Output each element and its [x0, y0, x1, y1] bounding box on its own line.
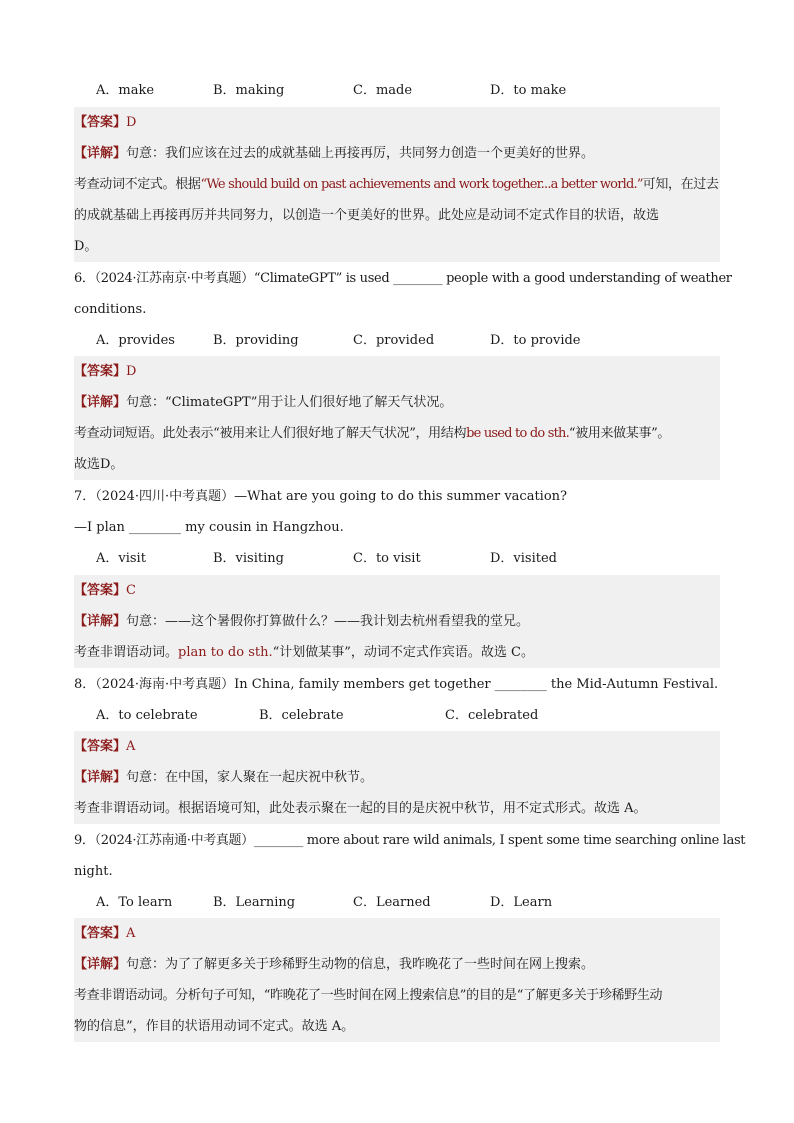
q6-answer — [74, 356, 720, 387]
explanation-text: 故选D。 — [74, 457, 124, 472]
q7-stem-1 — [74, 481, 720, 512]
q8-options-row — [74, 700, 720, 731]
q8-option-b: B．celebrate — [259, 708, 344, 723]
explanation-text: 考查动词不定式。根据 — [74, 177, 201, 192]
q5-option-d: D．to make — [490, 83, 567, 98]
q5-option-a: A．make — [96, 83, 155, 98]
q5-option-c: C．made — [353, 83, 413, 98]
question-stem: 8．（2024·海南·中考真题）In China, family members get together ________ the Mid-Autumn Festival. — [74, 677, 719, 692]
q9-answer — [74, 918, 720, 949]
q6-stem-1 — [74, 263, 732, 294]
q9-detail — [74, 949, 720, 980]
q9-option-d: D．Learn — [490, 895, 553, 910]
explanation-quote: be used to do sth. — [466, 426, 569, 441]
q5-option-b: B．making — [213, 83, 285, 98]
q9-explanation-1 — [74, 980, 720, 1011]
q7-option-c: C．to visit — [353, 551, 421, 566]
question-stem: —I plan ________ my cousin in Hangzhou. — [74, 520, 344, 535]
explanation-text: 考查非谓语动词。根据语境可知，此处表示聚在一起的目的是庆祝中秋节，用不定式形式。故选 A。 — [74, 801, 647, 816]
detail-meaning: 句意：——这个暑假你打算做什么？——我计划去杭州看望我的堂兄。 — [126, 614, 530, 629]
q7-answer — [74, 575, 720, 606]
q7-stem-2 — [74, 512, 720, 543]
detail-tag: 【详解】 — [74, 146, 127, 161]
q8-option-a: A．to celebrate — [96, 708, 198, 723]
q7-options-row — [74, 543, 720, 574]
q8-explanation-1 — [74, 793, 720, 824]
q5-explanation-1 — [74, 169, 720, 200]
answer-tag: 【答案】 — [74, 115, 127, 130]
detail-tag: 【详解】 — [74, 614, 127, 629]
explanation-text: “计划做某事”，动词不定式作宾语。故选 C。 — [272, 645, 534, 660]
detail-tag: 【详解】 — [74, 770, 127, 785]
q6-explanation-2 — [74, 449, 720, 480]
q8-answer — [74, 731, 720, 762]
explanation-text: 的成就基础上再接再厉并共同努力，以创造一个更美好的世界。此处应是动词不定式作目的状语，故选 — [74, 208, 660, 223]
detail-meaning: 句意：在中国，家人聚在一起庆祝中秋节。 — [126, 770, 374, 785]
detail-meaning: 句意：为了了解更多关于珍稀野生动物的信息，我昨晚花了一些时间在网上搜索。 — [126, 957, 595, 972]
q5-detail — [74, 138, 720, 169]
q8-detail — [74, 762, 720, 793]
q7-detail — [74, 606, 720, 637]
question-stem: 7．（2024·四川·中考真题）—What are you going to do this summer vacation? — [74, 489, 567, 504]
explanation-quote: plan to do sth. — [178, 645, 273, 660]
answer-value: D — [126, 364, 137, 379]
explanation-text: 考查非谓语动词。分析句子可知，“昨晚花了一些时间在网上搜索信息”的目的是“了解更多关于珍稀野生动 — [74, 988, 663, 1003]
answer-value: C — [126, 583, 136, 598]
q6-option-b: B．providing — [213, 333, 299, 348]
q6-detail — [74, 387, 720, 418]
answer-tag: 【答案】 — [74, 364, 127, 379]
answer-tag: 【答案】 — [74, 583, 127, 598]
answer-value: A — [126, 926, 136, 941]
detail-tag: 【详解】 — [74, 395, 127, 410]
q9-stem-2 — [74, 856, 720, 887]
explanation-text: “被用来做某事”。 — [568, 426, 671, 441]
q9-explanation-2 — [74, 1011, 720, 1042]
q7-option-d: D．visited — [490, 551, 557, 566]
detail-tag: 【详解】 — [74, 957, 127, 972]
question-stem: conditions. — [74, 302, 147, 317]
explanation-text: D。 — [74, 239, 98, 254]
question-stem: 9．（2024·江苏南通·中考真题）________ more about rare wild animals, I spent some time searching online last — [74, 833, 746, 848]
q6-option-d: D．to provide — [490, 333, 581, 348]
q5-answer — [74, 107, 720, 138]
q5-explanation-2 — [74, 200, 720, 231]
question-stem: 6．（2024·江苏南京·中考真题）“ClimateGPT” is used ________ people with a good understanding of weather — [74, 271, 732, 286]
explanation-text: 考查动词短语。此处表示“被用来让人们很好地了解天气状况”，用结构 — [74, 426, 467, 441]
q9-option-c: C．Learned — [353, 895, 431, 910]
q9-stem-1 — [74, 825, 746, 856]
question-stem: night. — [74, 864, 113, 879]
explanation-quote: “We should build on past achievements and work together...a better world.” — [200, 177, 643, 192]
q5-options-row — [74, 75, 720, 106]
explanation-text: 考查非谓语动词。 — [74, 645, 179, 660]
q6-option-a: A．provides — [96, 333, 175, 348]
q8-stem-1 — [74, 669, 720, 700]
detail-meaning: 句意：“ClimateGPT”用于让人们很好地了解天气状况。 — [126, 395, 453, 410]
explanation-text: 可知，在过去 — [642, 177, 719, 192]
answer-tag: 【答案】 — [74, 926, 127, 941]
q9-option-b: B．Learning — [213, 895, 296, 910]
q6-explanation-1 — [74, 418, 720, 449]
q6-stem-2 — [74, 294, 720, 325]
answer-value: D — [126, 115, 137, 130]
q6-options-row — [74, 325, 720, 356]
q7-option-b: B．visiting — [213, 551, 284, 566]
answer-tag: 【答案】 — [74, 739, 127, 754]
detail-meaning: 句意：我们应该在过去的成就基础上再接再厉，共同努力创造一个更美好的世界。 — [126, 146, 595, 161]
q6-option-c: C．provided — [353, 333, 435, 348]
explanation-text: 物的信息”，作目的状语用动词不定式。故选 A。 — [74, 1019, 355, 1034]
q7-option-a: A．visit — [96, 551, 146, 566]
q7-explanation-1 — [74, 637, 720, 668]
q9-option-a: A．To learn — [96, 895, 173, 910]
answer-value: A — [126, 739, 136, 754]
q8-option-c: C．celebrated — [445, 708, 539, 723]
q9-options-row — [74, 887, 720, 918]
q5-explanation-3 — [74, 231, 720, 262]
